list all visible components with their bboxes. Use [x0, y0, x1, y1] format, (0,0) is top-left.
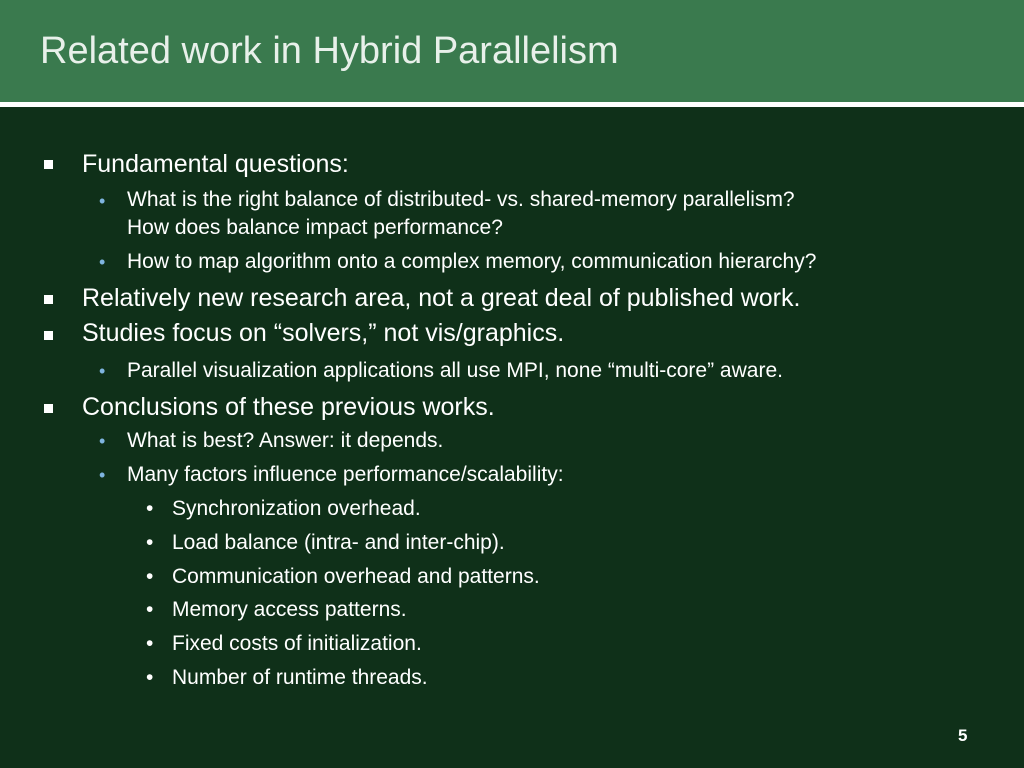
factor-item: Communication overhead and patterns.: [172, 565, 540, 588]
sub-bullet-map-algorithm: How to map algorithm onto a complex memory, communication hierarchy?: [127, 250, 817, 273]
dot-bullet-icon: •: [146, 497, 154, 520]
bullet-conclusions: Conclusions of these previous works.: [82, 393, 495, 421]
dot-bullet-icon: •: [146, 531, 154, 554]
sub-bullet-balance-line2: How does balance impact performance?: [127, 216, 503, 239]
sub-bullet-parallel-vis: Parallel visualization applications all use MPI, none “multi-core” aware.: [127, 359, 783, 382]
square-bullet-icon: [44, 295, 53, 304]
factor-item: Synchronization overhead.: [172, 497, 421, 520]
factor-item: Memory access patterns.: [172, 598, 407, 621]
dot-bullet-icon: •: [99, 252, 106, 272]
sub-bullet-many-factors: Many factors influence performance/scalability:: [127, 463, 564, 486]
dot-bullet-icon: •: [146, 565, 154, 588]
bullet-fundamental-questions: Fundamental questions:: [82, 150, 349, 178]
factor-item: Fixed costs of initialization.: [172, 632, 422, 655]
square-bullet-icon: [44, 404, 53, 413]
square-bullet-icon: [44, 331, 53, 340]
factor-item: Load balance (intra- and inter-chip).: [172, 531, 505, 554]
bullet-studies-focus: Studies focus on “solvers,” not vis/graphics.: [82, 319, 565, 347]
square-bullet-icon: [44, 160, 53, 169]
dot-bullet-icon: •: [99, 431, 106, 451]
title-bar: [0, 0, 1024, 102]
slide-title: Related work in Hybrid Parallelism: [40, 30, 619, 72]
page-number: 5: [958, 726, 968, 745]
dot-bullet-icon: •: [146, 632, 154, 655]
dot-bullet-icon: •: [99, 191, 106, 211]
factor-item: Number of runtime threads.: [172, 666, 428, 689]
dot-bullet-icon: •: [99, 361, 106, 381]
sub-bullet-what-is-best: What is best? Answer: it depends.: [127, 429, 444, 452]
sub-bullet-balance-line1: What is the right balance of distributed- vs. shared-memory parallelism?: [127, 188, 795, 211]
dot-bullet-icon: •: [146, 666, 154, 689]
dot-bullet-icon: •: [99, 465, 106, 485]
dot-bullet-icon: •: [146, 598, 154, 621]
bullet-new-research-area: Relatively new research area, not a great deal of published work.: [82, 284, 801, 312]
